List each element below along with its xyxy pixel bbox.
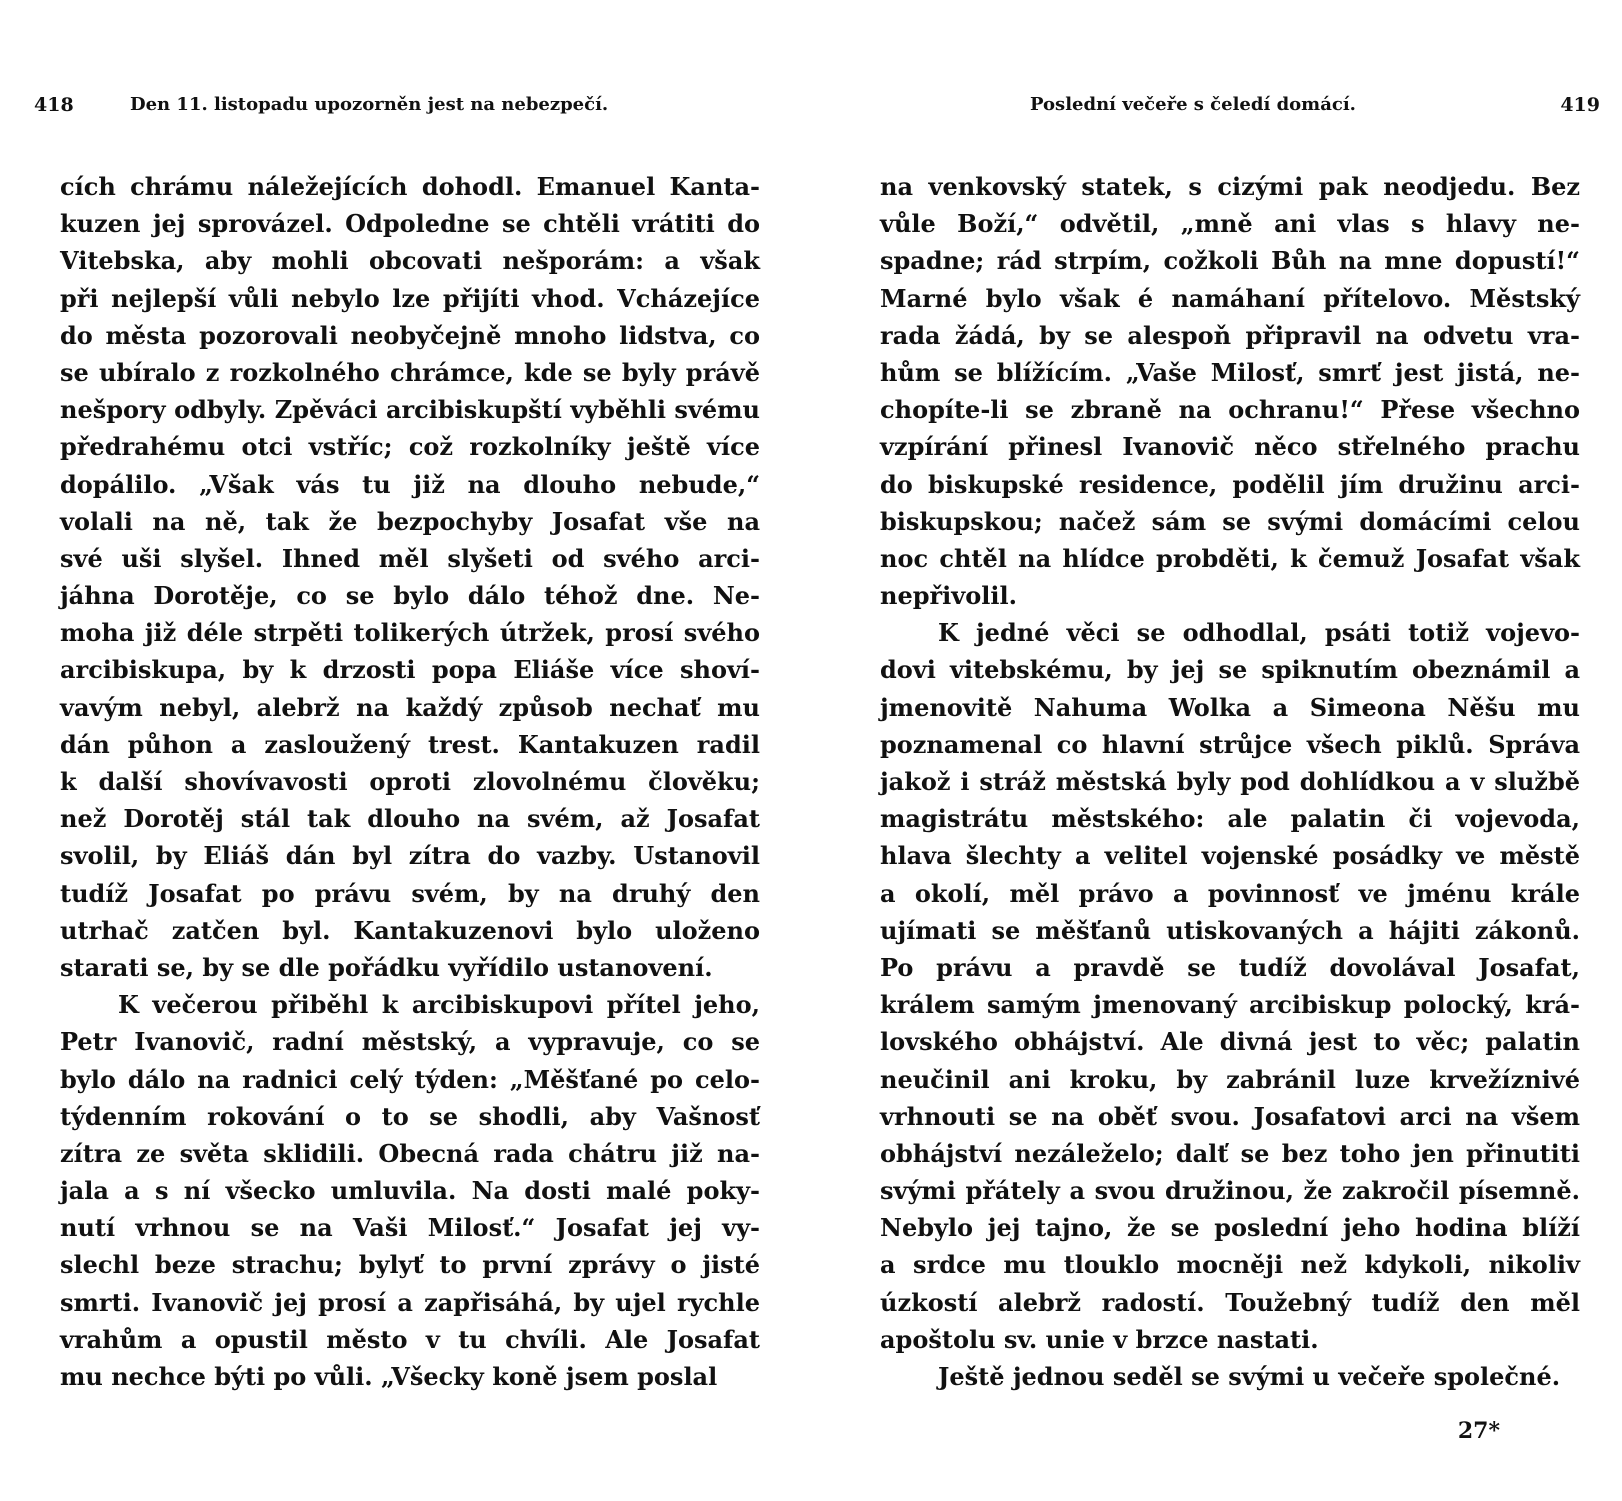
text-line: Po právu a pravdě se tudíž dovolával Josafat, xyxy=(880,952,1580,982)
text-line: vůle Boží,“ odvětil, „mně ani vlas s hlavy ne- xyxy=(880,209,1580,239)
text-line: dán půhon a zasloužený trest. Kantakuzen radil xyxy=(60,729,760,759)
text-line: svolil, by Eliáš dán byl zítra do vazby. Ustanovil xyxy=(60,841,760,871)
left-running-title: Den 11. listopadu upozorněn jest na nebezpečí. xyxy=(130,94,609,115)
text-line: vrahům a opustil město v tu chvíli. Ale Josafat xyxy=(60,1324,760,1354)
text-line: dovi vitebskému, by jej se spiknutím obeznámil a xyxy=(880,655,1580,685)
text-line: biskupskou; načež sám se svými domácími celou xyxy=(880,506,1580,536)
text-line: arcibiskupa, by k drzosti popa Eliáše více shoví- xyxy=(60,655,760,685)
left-running-head xyxy=(34,94,760,124)
right-page xyxy=(880,0,1600,1501)
text-line: rada žádá, by se alespoň připravil na odvetu vra- xyxy=(880,320,1580,350)
text-line: K jedné věci se odhodlal, psáti totiž vojevo- xyxy=(938,618,1580,648)
text-line: úzkostí alebrž radostí. Toužebný tudíž den měl xyxy=(880,1287,1580,1317)
text-line: Nebylo jej tajno, že se poslední jeho hodina blíží xyxy=(880,1213,1580,1243)
text-line: vrhnouti se na oběť svou. Josafatovi arci na všem xyxy=(880,1101,1580,1131)
text-line: hům se blížícím. „Vaše Milosť, smrť jest jistá, ne- xyxy=(880,357,1580,387)
left-page-text xyxy=(60,168,760,1395)
text-line: Vitebska, aby mohli obcovati nešporám: a však xyxy=(60,246,760,276)
text-line: mu nechce býti po vůli. „Všecky koně jsem poslal xyxy=(60,1362,718,1391)
text-line: Ještě jednou seděl se svými u večeře společné. xyxy=(938,1362,1561,1391)
text-line: neučinil ani kroku, by zabránil luze krvežíznivé xyxy=(880,1064,1580,1094)
right-page-number: 419 xyxy=(1560,94,1600,116)
text-line: slechl beze strachu; bylyť to první zprávy o jisté xyxy=(60,1250,760,1280)
text-line: vzpírání přinesl Ivanovič něco střelného prachu xyxy=(880,432,1580,462)
text-line: dopálilo. „Však vás tu již na dlouho nebude,“ xyxy=(60,469,760,499)
right-running-head xyxy=(880,94,1600,124)
text-line: jáhna Dorotěje, co se bylo dálo téhož dne. Ne- xyxy=(60,581,760,611)
text-line: svými přátely a svou družinou, že zakročil písemně. xyxy=(880,1176,1580,1206)
text-line: vavým nebyl, alebrž na každý způsob nechať mu xyxy=(60,692,760,722)
text-line: jakož i stráž městská byly pod dohlídkou a v službě xyxy=(880,767,1580,796)
text-line: spadne; rád strpím, cožkoli Bůh na mne dopustí!“ xyxy=(880,246,1580,276)
text-line: volali na ně, tak že bezpochyby Josafat vše na xyxy=(60,506,760,536)
text-line: moha již déle strpěti tolikerých útržek, prosí svého xyxy=(60,618,760,648)
text-line: své uši slyšel. Ihned měl slyšeti od svého arci- xyxy=(60,543,760,573)
text-line: obhájství nezáleželo; dalť se bez toho jen přinutiti xyxy=(880,1138,1580,1168)
text-line: nutí vrhnou se na Vaši Milosť.“ Josafat jej vy- xyxy=(60,1213,760,1243)
text-line: tudíž Josafat po právu svém, by na druhý den xyxy=(60,878,760,908)
text-line: noc chtěl na hlídce probděti, k čemuž Josafat však xyxy=(880,543,1580,573)
text-line: zítra ze světa sklidili. Obecná rada chátru již na- xyxy=(60,1138,760,1168)
text-line: jmenovitě Nahuma Wolka a Simeona Něšu mu xyxy=(880,692,1580,722)
text-line: do biskupské residence, podělil jím družinu arci- xyxy=(880,469,1580,499)
text-line: Petr Ivanovič, radní městský, a vypravuje, co se xyxy=(60,1027,760,1057)
text-line: se ubíralo z rozkolného chrámce, kde se byly právě xyxy=(60,357,760,387)
text-line: Marné bylo však é namáhaní přítelovo. Městský xyxy=(880,283,1580,313)
text-line: smrti. Ivanovič jej prosí a zapřisáhá, by ujel rychle xyxy=(60,1287,760,1317)
text-line: do města pozorovali neobyčejně mnoho lidstva, co xyxy=(60,320,760,350)
text-line: lovského obhájství. Ale divná jest to věc; palatin xyxy=(880,1027,1580,1057)
text-line: ujímati se měšťanů utiskovaných a hájiti zákonů. xyxy=(880,915,1580,945)
text-line: poznamenal co hlavní strůjce všech piklů. Správa xyxy=(880,729,1580,759)
text-line: kuzen jej sprovázel. Odpoledne se chtěli vrátiti do xyxy=(60,209,760,239)
text-line: cích chrámu náležejících dohodl. Emanuel Kanta- xyxy=(60,172,760,201)
text-line: než Dorotěj stál tak dlouho na svém, až Josafat xyxy=(60,804,760,834)
text-line: a okolí, měl právo a povinnosť ve jménu krále xyxy=(880,878,1580,908)
right-running-title: Poslední večeře s čeledí domácí. xyxy=(1030,94,1356,115)
text-line: na venkovský statek, s cizými pak neodjedu. Bez xyxy=(880,172,1580,201)
left-page-number: 418 xyxy=(34,94,74,116)
text-line: starati se, by se dle pořádku vyřídilo ustanovení. xyxy=(60,952,713,982)
text-line: jala a s ní všecko umluvila. Na dosti malé poky- xyxy=(60,1176,760,1206)
text-line: hlava šlechty a velitel vojenské posádky ve městě xyxy=(880,841,1580,871)
text-line: králem samým jmenovaný arcibiskup polocký, krá- xyxy=(880,990,1580,1020)
text-line: magistrátu městského: ale palatin či vojevoda, xyxy=(880,804,1580,834)
text-line: týdenním rokování o to se shodli, aby Vašnosť xyxy=(60,1101,760,1131)
text-line: apoštolu sv. unie v brzce nastati. xyxy=(880,1324,1319,1354)
text-line: nešpory odbyly. Zpěváci arcibiskupští vyběhli svému xyxy=(60,395,760,425)
text-line: při nejlepší vůli nebylo lze přijíti vhod. Vcházejíce xyxy=(60,283,760,313)
text-line: a srdce mu tlouklo mocněji než kdykoli, nikoliv xyxy=(880,1250,1580,1280)
text-line: chopíte-li se zbraně na ochranu!“ Přese všechno xyxy=(880,395,1580,425)
right-page-text xyxy=(880,168,1580,1395)
text-line: předrahému otci vstříc; což rozkolníky ještě více xyxy=(60,432,760,462)
left-page xyxy=(34,0,760,1501)
signature-mark: 27* xyxy=(1457,1418,1500,1444)
text-line: nepřivolil. xyxy=(880,581,1017,611)
text-line: bylo dálo na radnici celý týden: „Měšťané po celo- xyxy=(60,1064,760,1094)
text-line: K večerou přiběhl k arcibiskupovi přítel jeho, xyxy=(118,990,760,1020)
text-line: utrhač zatčen byl. Kantakuzenovi bylo uloženo xyxy=(60,915,760,945)
text-line: k další shovívavosti oproti zlovolnému člověku; xyxy=(60,767,760,796)
